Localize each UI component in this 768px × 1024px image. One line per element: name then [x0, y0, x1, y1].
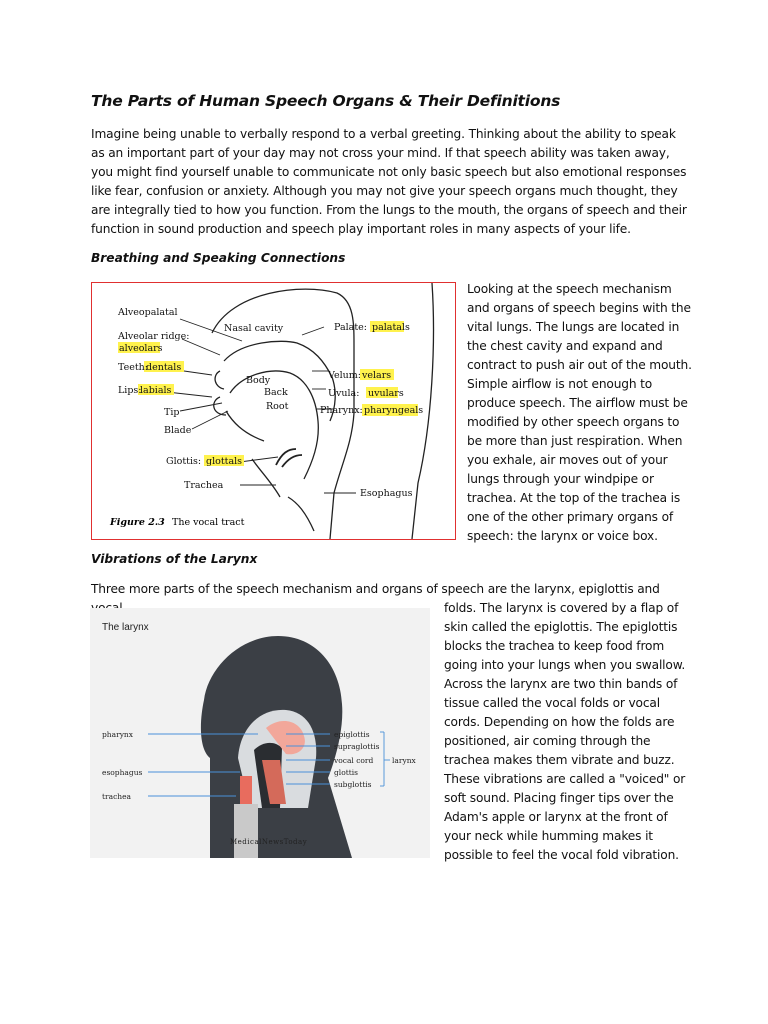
- breathing-paragraph: Looking at the speech mechanism and organs of speech begins with the vital lungs. The lungs are located in the chest cavity and expand and contract to push air out of the mouth. Simple airflow is not enough to produce speech. The airflow must be modified by other speech organs to be more than just respiration. When you exhale, air moves out of your lungs through your windpipe or trachea. At the top of the trachea is one of the other primary organs of speech: the larynx or voice box.: [467, 282, 692, 543]
- larynx-label-vocal-cord: vocal cord: [334, 756, 374, 765]
- label-pharynx: Pharynx:: [320, 405, 363, 416]
- label-palate: Palate:: [334, 322, 367, 333]
- label-alveopalatal: Alveopalatal: [118, 307, 178, 318]
- larynx-figure: [90, 608, 430, 858]
- larynx-figure-title: The larynx: [102, 622, 149, 633]
- intro-paragraph: Imagine being unable to verbally respond to a verbal greeting. Thinking about the ability to speak as an important part of your day may not cross your mind. If that speech ability was taken away, you might find yourself unable to communicate not only basic speech but also emotional responses like fear, confusion or anxiety. Although you may not give your speech organs much thought, they are integrally tied to how you function. From the lungs to the mouth, the organs of speech and their function in sound production and speech play important roles in many aspects of your life.: [91, 127, 687, 236]
- label-palatals: palatals: [372, 322, 410, 333]
- larynx-label-subglottis: subglottis: [334, 780, 372, 789]
- larynx-label-trachea: trachea: [102, 792, 132, 801]
- figure-caption-number: Figure 2.3: [110, 517, 165, 528]
- label-uvulars: uvulars: [368, 388, 404, 399]
- label-esophagus: Esophagus: [360, 488, 413, 499]
- label-labials: labials: [140, 385, 172, 396]
- label-velars: velars: [362, 370, 392, 381]
- larynx-lead-sentence: Three more parts of the speech mechanism and organs of speech are the larynx, epiglottis and: [91, 582, 660, 596]
- label-glottis: Glottis:: [166, 456, 202, 467]
- label-back: Back: [264, 387, 288, 398]
- label-dentals: dentals: [146, 362, 182, 373]
- section-heading-larynx: Vibrations of the Larynx: [91, 552, 258, 566]
- label-tip: Tip: [164, 407, 180, 418]
- larynx-label-glottis: glottis: [334, 768, 358, 777]
- page-title: The Parts of Human Speech Organs & Their Definitions: [91, 92, 561, 110]
- larynx-figure-credit: MedicalNewsToday: [230, 838, 308, 846]
- label-alveolars: alveolars: [119, 343, 163, 354]
- larynx-label-larynx: larynx: [392, 756, 416, 765]
- label-nasal-cavity: Nasal cavity: [224, 323, 284, 334]
- label-trachea: Trachea: [184, 480, 224, 491]
- label-teeth: Teeth:: [118, 362, 148, 373]
- larynx-paragraph: folds. The larynx is covered by a flap of skin called the epiglottis. The epiglottis blocks the trachea to keep food from going into your lungs when you swallow. Across the larynx are two thin bands of tissue called the vocal folds or vocal cords. Depending on how the folds are positioned, air coming through the trachea makes them vibrate and buzz. These vibrations are called a "voiced" or soft sound. Placing finger tips over the Adam's apple or larynx at the front of your neck while humming makes it possible to feel the vocal fold vibration.: [444, 601, 686, 862]
- figure-caption-text: The vocal tract: [172, 517, 245, 528]
- larynx-label-epiglottis: epiglottis: [334, 730, 370, 739]
- larynx-label-esophagus: esophagus: [102, 768, 143, 777]
- vocal-tract-diagram: [92, 283, 455, 539]
- label-velum: Velum:: [328, 370, 361, 381]
- label-pharyngeals: pharyngeals: [364, 405, 424, 416]
- larynx-label-supraglottis: supraglottis: [334, 742, 380, 751]
- label-glottals: glottals: [206, 456, 243, 467]
- label-body: Body: [246, 375, 271, 386]
- label-alveolar-ridge: Alveolar ridge:: [118, 331, 190, 342]
- label-uvula: Uvula:: [328, 388, 360, 399]
- vocal-tract-figure: [91, 282, 456, 540]
- label-lips: Lips:: [118, 385, 142, 396]
- label-blade: Blade: [164, 425, 192, 436]
- larynx-label-pharynx: pharynx: [102, 730, 133, 739]
- section-heading-breathing: Breathing and Speaking Connections: [91, 251, 346, 265]
- label-root: Root: [266, 401, 289, 412]
- larynx-diagram: [90, 608, 430, 858]
